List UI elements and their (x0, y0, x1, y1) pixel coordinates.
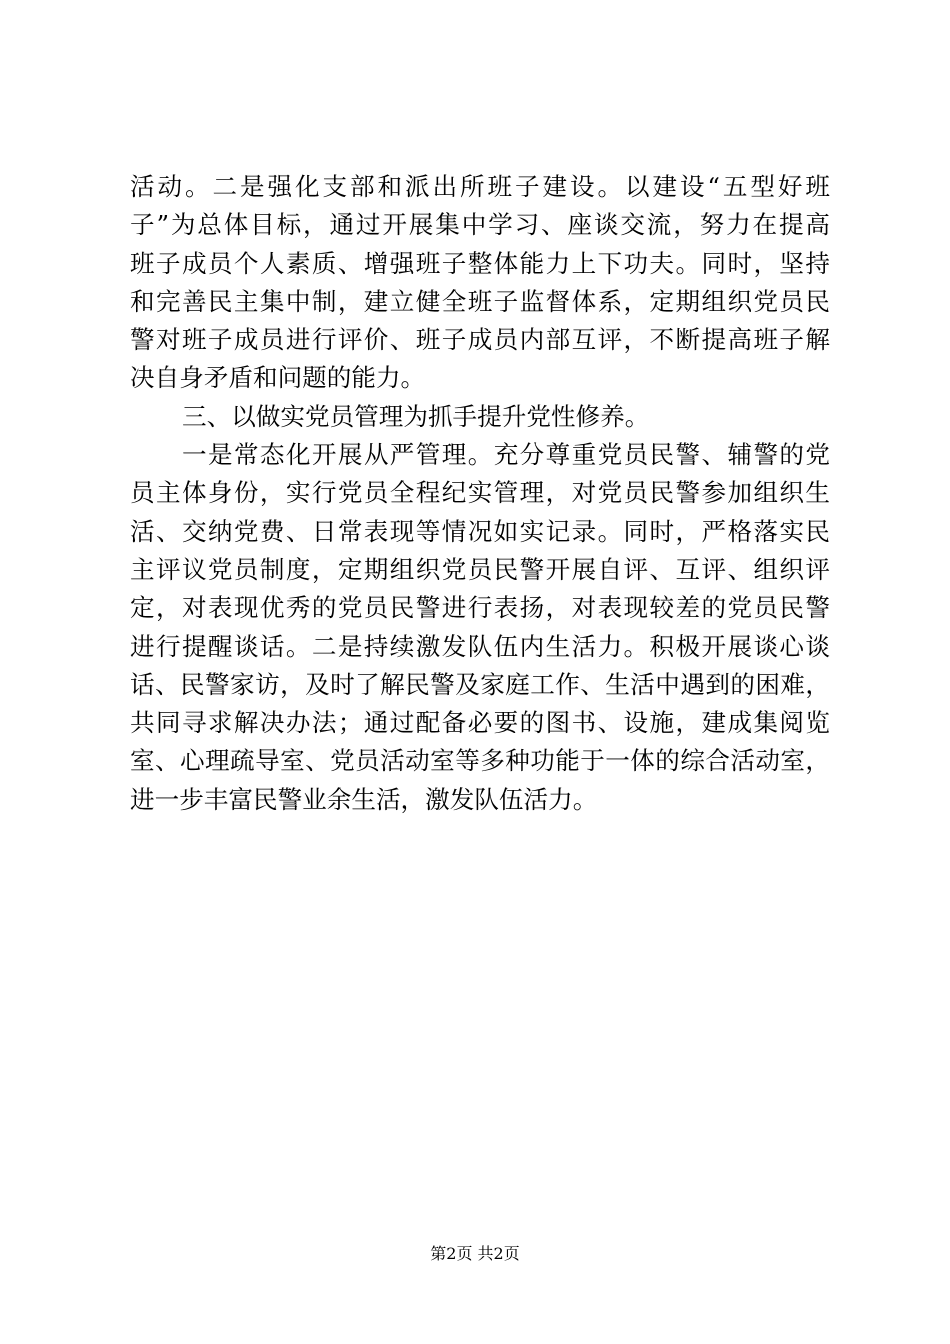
text-line: 员主体身份，实行党员全程纪实管理，对党员民警参加组织生 (130, 478, 830, 508)
text-line: 室、心理疏导室、党员活动室等多种功能于一体的综合活动室， (130, 746, 830, 776)
text-line: 和完善民主集中制，建立健全班子监督体系，定期组织党员民 (130, 286, 830, 316)
text-line: 进行提醒谈话。二是持续激发队伍内生活力。积极开展谈心谈 (130, 631, 830, 661)
text-line: 话、民警家访，及时了解民警及家庭工作、生活中遇到的困难， (130, 669, 830, 699)
page-footer: 第2页 共2页 (430, 1244, 520, 1263)
text-line: 活、交纳党费、日常表现等情况如实记录。同时，严格落实民 (130, 516, 830, 546)
text-line: 子”为总体目标，通过开展集中学习、座谈交流，努力在提高 (130, 210, 830, 240)
text-line: 活动。二是强化支部和派出所班子建设。以建设“五型好班 (130, 172, 830, 201)
text-line: 定，对表现优秀的党员民警进行表扬，对表现较差的党员民警 (130, 593, 830, 623)
text-line: 一是常态化开展从严管理。充分尊重党员民警、辅警的党 (182, 440, 830, 470)
text-line: 警对班子成员进行评价、班子成员内部互评，不断提高班子解 (130, 325, 830, 355)
text-line: 共同寻求解决办法；通过配备必要的图书、设施，建成集阅览 (130, 708, 830, 738)
text-line: 主评议党员制度，定期组织党员民警开展自评、互评、组织评 (130, 554, 830, 584)
text-line: 决自身矛盾和问题的能力。 (130, 363, 426, 393)
document-body (130, 168, 830, 819)
text-line: 三、以做实党员管理为抓手提升党性修养。 (182, 401, 650, 431)
text-line: 进一步丰富民警业余生活，激发队伍活力。 (130, 784, 598, 814)
text-line: 班子成员个人素质、增强班子整体能力上下功夫。同时，坚持 (130, 248, 830, 278)
